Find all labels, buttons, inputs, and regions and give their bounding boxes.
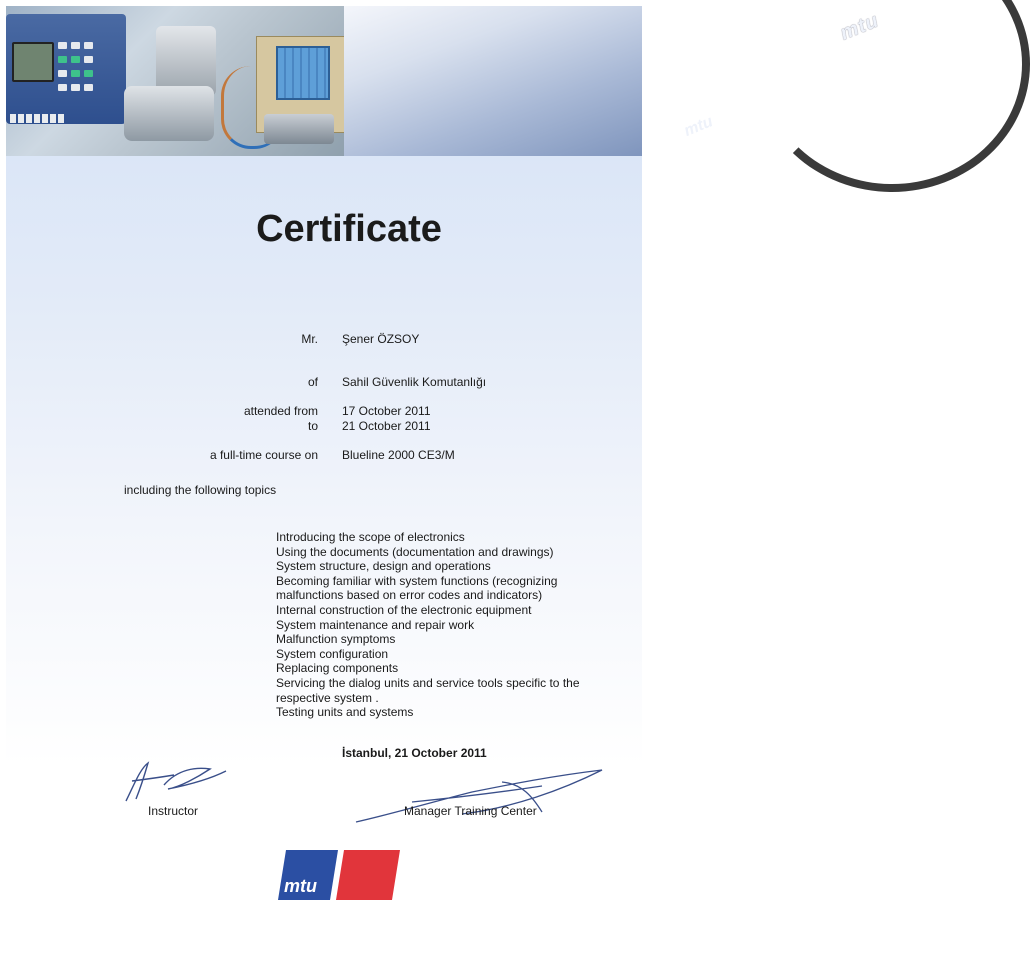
topic-item: respective system . — [276, 690, 379, 705]
control-panel-image — [6, 14, 126, 124]
instructor-label: Instructor — [148, 804, 199, 818]
field-label-to: to — [307, 419, 318, 433]
topic-item: System structure, design and operations — [276, 559, 491, 574]
topic-item: Servicing the dialog units and service tools specific to the — [276, 675, 580, 690]
mtu-logo-text: mtu — [284, 876, 317, 896]
electronics-photo — [6, 6, 344, 156]
topics-list — [276, 530, 616, 720]
engine-logo-lettering: mtu — [837, 9, 883, 45]
field-label-organization: of — [307, 375, 318, 389]
topic-item: Malfunction symptoms — [276, 632, 396, 647]
instructor-signature — [118, 755, 238, 805]
manager-signature — [352, 762, 612, 828]
course-name: Blueline 2000 CE3/M — [342, 448, 455, 462]
topic-item: Using the documents (documentation and drawings) — [276, 544, 554, 559]
topic-item: System maintenance and repair work — [276, 617, 475, 632]
topics-intro: including the following topics — [124, 483, 277, 497]
topic-item: malfunctions based on error codes and indicators) — [276, 588, 543, 603]
topic-item: Replacing components — [276, 661, 399, 676]
organization-name: Sahil Güvenlik Komutanlığı — [342, 375, 487, 389]
engine-logo-lettering-small: mtu — [681, 113, 716, 140]
connector-plug-image — [124, 86, 214, 141]
mtu-logo — [278, 850, 400, 900]
header-photo-banner — [6, 6, 883, 156]
participant-name: Şener ÖZSOY — [342, 332, 420, 346]
panel-keypad — [58, 42, 98, 98]
manager-label: Manager Training Center — [404, 804, 537, 818]
relay-block-image — [276, 46, 330, 100]
topic-item: System configuration — [276, 646, 389, 661]
place-and-date: İstanbul, 21 October 2011 — [342, 746, 487, 760]
field-label-salutation: Mr. — [301, 332, 318, 346]
topic-item: Testing units and systems — [276, 705, 414, 720]
panel-display — [12, 42, 54, 82]
topic-item: Becoming familiar with system functions (recognizing — [276, 573, 558, 588]
engine-cover-photo — [344, 6, 883, 156]
topic-item: Introducing the scope of electronics — [276, 530, 465, 544]
electronic-module-image — [264, 114, 334, 144]
start-date: 17 October 2011 — [342, 404, 431, 418]
field-label-attended-from: attended from — [243, 404, 318, 418]
panel-bottom-keys — [10, 110, 80, 120]
engine-cover-arc — [754, 0, 1030, 192]
topic-item: Internal construction of the electronic equipment — [276, 602, 532, 617]
field-label-course: a full-time course on — [209, 448, 318, 462]
certificate-title: Certificate — [256, 208, 442, 250]
end-date: 21 October 2011 — [342, 419, 431, 433]
mtu-logo-red-block — [336, 850, 400, 900]
